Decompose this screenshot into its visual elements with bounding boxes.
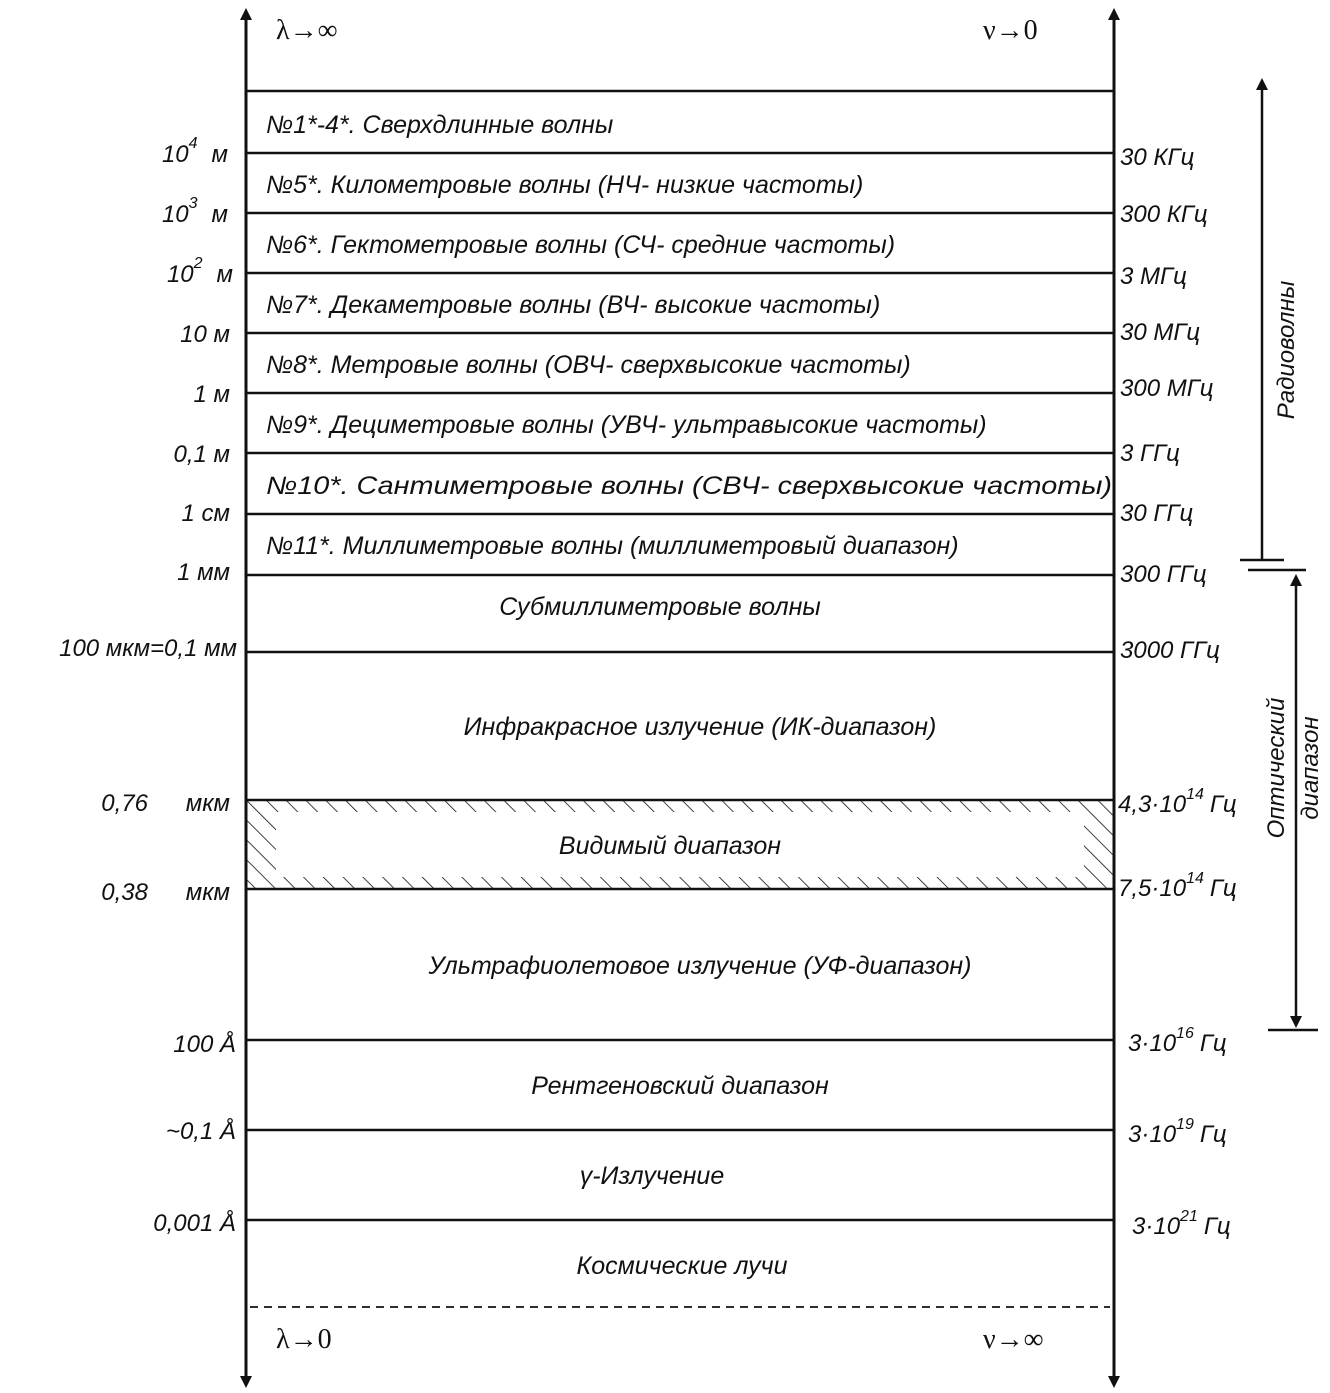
- band-label: №7*. Декаметровые волны (ВЧ- высокие частоты): [266, 291, 881, 319]
- lambda-zero-label: λ→0: [276, 1324, 332, 1355]
- radio-waves-label: Радиоволны: [1273, 280, 1300, 420]
- wavelength-label: мкм: [185, 879, 230, 906]
- frequency-label: $4,3\cdot 10^{14}$ Гц: [1118, 786, 1237, 818]
- wavelength-label: 0,38: [101, 879, 148, 906]
- frequency-label: $7,5\cdot 10^{14}$ Гц: [1118, 870, 1237, 902]
- frequency-label: 30 ГГц: [1120, 500, 1194, 527]
- optical-range-label: диапазон: [1297, 716, 1324, 820]
- band-label: №10*. Сантиметровые волны (СВЧ- сверхвысокие частоты): [266, 472, 1112, 500]
- frequency-label: $3\cdot 10^{21}$ Гц: [1132, 1208, 1231, 1240]
- band-label: №1*-4*. Сверхдлинные волны: [266, 111, 614, 139]
- lambda-infinity-label: λ→∞: [276, 15, 338, 46]
- band-label: №6*. Гектометровые волны (СЧ- средние частоты): [266, 231, 896, 259]
- band-label: №8*. Метровые волны (ОВЧ- сверхвысокие частоты): [266, 351, 911, 379]
- wavelength-label: 0,1 м: [173, 441, 230, 468]
- wavelength-label: $10^3$ м: [161, 195, 228, 228]
- band-label: γ-Излучение: [579, 1162, 725, 1190]
- frequency-label: $3\cdot 10^{19}$ Гц: [1128, 1116, 1227, 1148]
- wavelength-label: 0,76: [101, 790, 148, 817]
- band-label: Субмиллиметровые волны: [499, 593, 821, 621]
- frequency-label: 30 КГц: [1120, 144, 1195, 171]
- wavelength-label: 100 мкм=0,1 мм: [59, 635, 237, 662]
- wavelength-label: 1 м: [193, 381, 230, 408]
- wavelength-label: 1 см: [181, 500, 230, 527]
- wavelength-label: мкм: [185, 790, 230, 817]
- band-label: Инфракрасное излучение (ИК-диапазон): [463, 713, 937, 741]
- nu-zero-label: ν→0: [983, 15, 1038, 46]
- wavelength-label: 10 м: [180, 321, 230, 348]
- frequency-label: $3\cdot 10^{16}$ Гц: [1128, 1025, 1227, 1057]
- wavelength-label: 1 мм: [177, 559, 230, 586]
- band-label: Видимый диапазон: [558, 832, 782, 860]
- frequency-label: 3 МГц: [1120, 263, 1187, 290]
- wavelength-label: 100 Å: [173, 1031, 236, 1058]
- band-label: Рентгеновский диапазон: [531, 1072, 829, 1100]
- frequency-label: 300 КГц: [1120, 201, 1208, 228]
- wavelength-label: ~0,1 Å: [165, 1118, 236, 1145]
- boundary-lines: [246, 91, 1114, 1220]
- frequency-label: 30 МГц: [1120, 319, 1201, 346]
- band-label: №11*. Миллиметровые волны (миллиметровый диапазон): [266, 532, 959, 560]
- frequency-label: 3 ГГц: [1120, 440, 1180, 467]
- band-label: Космические лучи: [576, 1252, 788, 1280]
- band-label: №9*. Дециметровые волны (УВЧ- ультравысокие частоты): [266, 411, 987, 439]
- band-label: Ультрафиолетовое излучение (УФ-диапазон): [428, 952, 972, 980]
- frequency-label: 300 ГГц: [1120, 561, 1207, 588]
- frequency-label: 3000 ГГц: [1120, 637, 1220, 664]
- wavelength-label: 0,001 Å: [153, 1210, 236, 1237]
- wavelength-label: $10^4$ м: [161, 135, 228, 168]
- wavelength-label: $10^2$ м: [166, 255, 233, 288]
- optical-range-label: Оптический: [1263, 697, 1290, 839]
- nu-infinity-label: ν→∞: [983, 1324, 1044, 1355]
- band-label: №5*. Километровые волны (НЧ- низкие частоты): [266, 171, 864, 199]
- frequency-label: 300 МГц: [1120, 375, 1214, 402]
